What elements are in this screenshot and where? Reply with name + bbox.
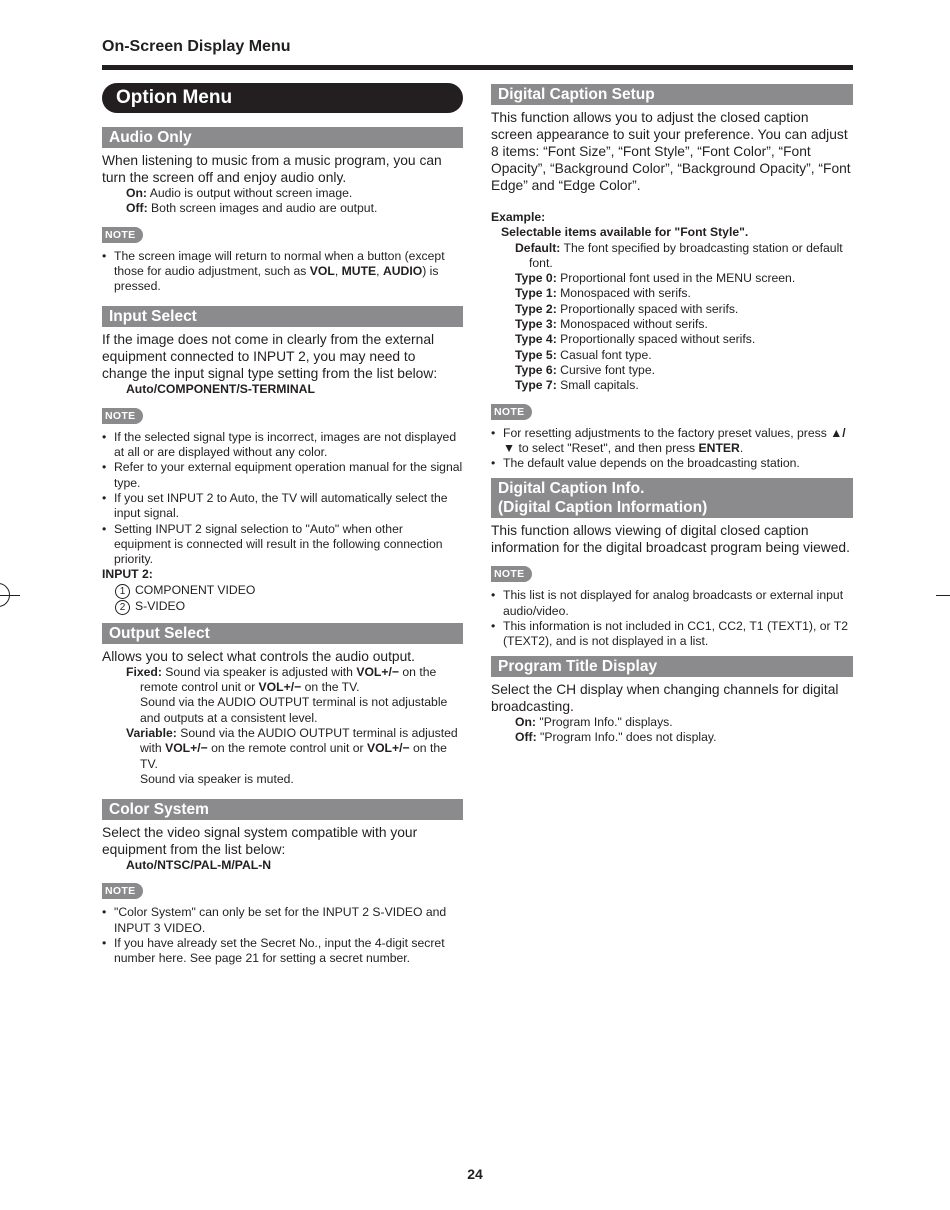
color-system-options: Auto/NTSC/PAL-M/PAL-N: [126, 858, 272, 873]
output-variable-detail: Sound via speaker is muted.: [140, 771, 294, 786]
input-select-notes: [102, 430, 463, 568]
font-style-item: Type 6: Cursive font type.: [515, 362, 655, 377]
output-fixed-option: Fixed: Sound via speaker is adjusted with VOL+/− on the remote control unit or VOL+/− on the TV.: [126, 664, 437, 695]
audio-only-off-option: Off: Both screen images and audio are output.: [126, 201, 378, 216]
digital-caption-info-notes: [491, 588, 853, 649]
program-title-on-option: On: "Program Info." displays.: [515, 714, 673, 729]
input-select-options: Auto/COMPONENT/S-TERMINAL: [126, 382, 315, 397]
note-badge: NOTE: [491, 404, 532, 420]
note-item: • The screen image will return to normal when a button (except those for audio adjustment, such as VOL, MUTE, AUDIO) is pressed.: [102, 249, 463, 295]
page-number: 24: [467, 1166, 483, 1182]
priority-item: 1 COMPONENT VIDEO: [102, 583, 463, 599]
color-system-notes: [102, 905, 463, 966]
right-column: [491, 80, 853, 745]
note-item: • Setting INPUT 2 signal selection to "Auto" when other equipment is connected will result in the following connection priority.: [102, 522, 463, 568]
digital-caption-setup-intro: This function allows you to adjust the closed caption screen appearance to suit your preference. You can adjust 8 items: “Font Size”, “Font Style”, “Font Color”, “Font Opacity”, “Background Color”, “Background Opacity”, “Font Edge” and “Edge Color”.: [491, 110, 851, 193]
example-subtitle: Selectable items available for "Font Style".: [501, 225, 749, 240]
circled-number: 2: [115, 600, 130, 615]
audio-only-heading: Audio Only: [102, 127, 463, 148]
audio-only-notes: [102, 249, 463, 295]
font-style-item: Default: The font specified by broadcasting station or default font.: [515, 240, 843, 270]
left-column: [102, 80, 463, 967]
note-badge: NOTE: [102, 408, 143, 424]
note-item: • This information is not included in CC1, CC2, T1 (TEXT1), or T2 (TEXT2), and is not displayed in a list.: [491, 619, 853, 650]
input2-label: INPUT 2:: [102, 567, 153, 582]
registration-mark-right: [936, 583, 950, 607]
option-menu-title: Option Menu: [102, 83, 463, 113]
font-style-item: Type 0: Proportional font used in the MENU screen.: [515, 271, 796, 286]
circled-number: 1: [115, 584, 130, 599]
note-item: • Refer to your external equipment operation manual for the signal type.: [102, 460, 463, 491]
priority-item: 2 S-VIDEO: [102, 599, 463, 615]
output-fixed-detail: Sound via the AUDIO OUTPUT terminal is not adjustable and outputs at a consistent level.: [140, 695, 448, 725]
color-system-intro: Select the video signal system compatible with your equipment from the list below:: [102, 825, 418, 858]
note-item: • If you have already set the Secret No., input the 4-digit secret number here. See page 21 for setting a secret number.: [102, 936, 463, 967]
page-header: On-Screen Display Menu: [102, 38, 291, 55]
header-rule: [102, 65, 853, 70]
output-select-intro: Allows you to select what controls the audio output.: [102, 648, 415, 664]
note-item: • If the selected signal type is incorrect, images are not displayed at all or are displayed without any color.: [102, 430, 463, 461]
example-label: Example:: [491, 210, 546, 224]
audio-only-on-option: On: Audio is output without screen image.: [126, 186, 353, 200]
font-style-item: Type 2: Proportionally spaced with serifs.: [515, 301, 739, 316]
digital-caption-setup-notes: [491, 426, 853, 472]
note-item: • If you set INPUT 2 to Auto, the TV will automatically select the input signal.: [102, 491, 463, 522]
registration-mark-left: [0, 583, 16, 607]
program-title-intro: Select the CH display when changing channels for digital broadcasting.: [491, 681, 839, 714]
font-style-item: Type 1: Monospaced with serifs.: [515, 286, 691, 301]
note-item: • "Color System" can only be set for the INPUT 2 S-VIDEO and INPUT 3 VIDEO.: [102, 905, 463, 936]
output-select-heading: Output Select: [102, 623, 463, 644]
note-badge: NOTE: [491, 566, 532, 582]
input-select-intro: If the image does not come in clearly from the external equipment connected to INPUT 2, you may need to change the input signal type setting from the list below:: [102, 332, 438, 382]
font-style-item: Type 7: Small capitals.: [515, 378, 639, 393]
digital-caption-info-heading: Digital Caption Info. (Digital Caption Information): [491, 478, 853, 518]
digital-caption-info-intro: This function allows viewing of digital closed caption information for the digital broadcast program being viewed.: [491, 523, 850, 556]
up-down-arrow-icon: ▲/▼: [503, 425, 846, 455]
note-item: • The default value depends on the broadcasting station.: [491, 456, 853, 471]
output-variable-option: Variable: Sound via the AUDIO OUTPUT terminal is adjusted with VOL+/− on the remote control unit or VOL+/− on the TV.: [126, 725, 458, 771]
program-title-off-option: Off: "Program Info." does not display.: [515, 729, 717, 744]
font-style-item: Type 3: Monospaced without serifs.: [515, 317, 708, 332]
font-style-item: Type 5: Casual font type.: [515, 347, 652, 362]
program-title-heading: Program Title Display: [491, 656, 853, 677]
color-system-heading: Color System: [102, 799, 463, 820]
input-select-heading: Input Select: [102, 306, 463, 327]
font-style-item: Type 4: Proportionally spaced without serifs.: [515, 332, 756, 347]
digital-caption-setup-heading: Digital Caption Setup: [491, 84, 853, 105]
note-item: • For resetting adjustments to the factory preset values, press ▲/▼ to select "Reset", and then press ENTER.: [491, 426, 853, 457]
note-badge: NOTE: [102, 883, 143, 899]
audio-only-intro: When listening to music from a music program, you can turn the screen off and enjoy audio only.: [102, 153, 442, 185]
note-badge: NOTE: [102, 227, 143, 243]
note-item: • This list is not displayed for analog broadcasts or external input audio/video.: [491, 588, 853, 619]
